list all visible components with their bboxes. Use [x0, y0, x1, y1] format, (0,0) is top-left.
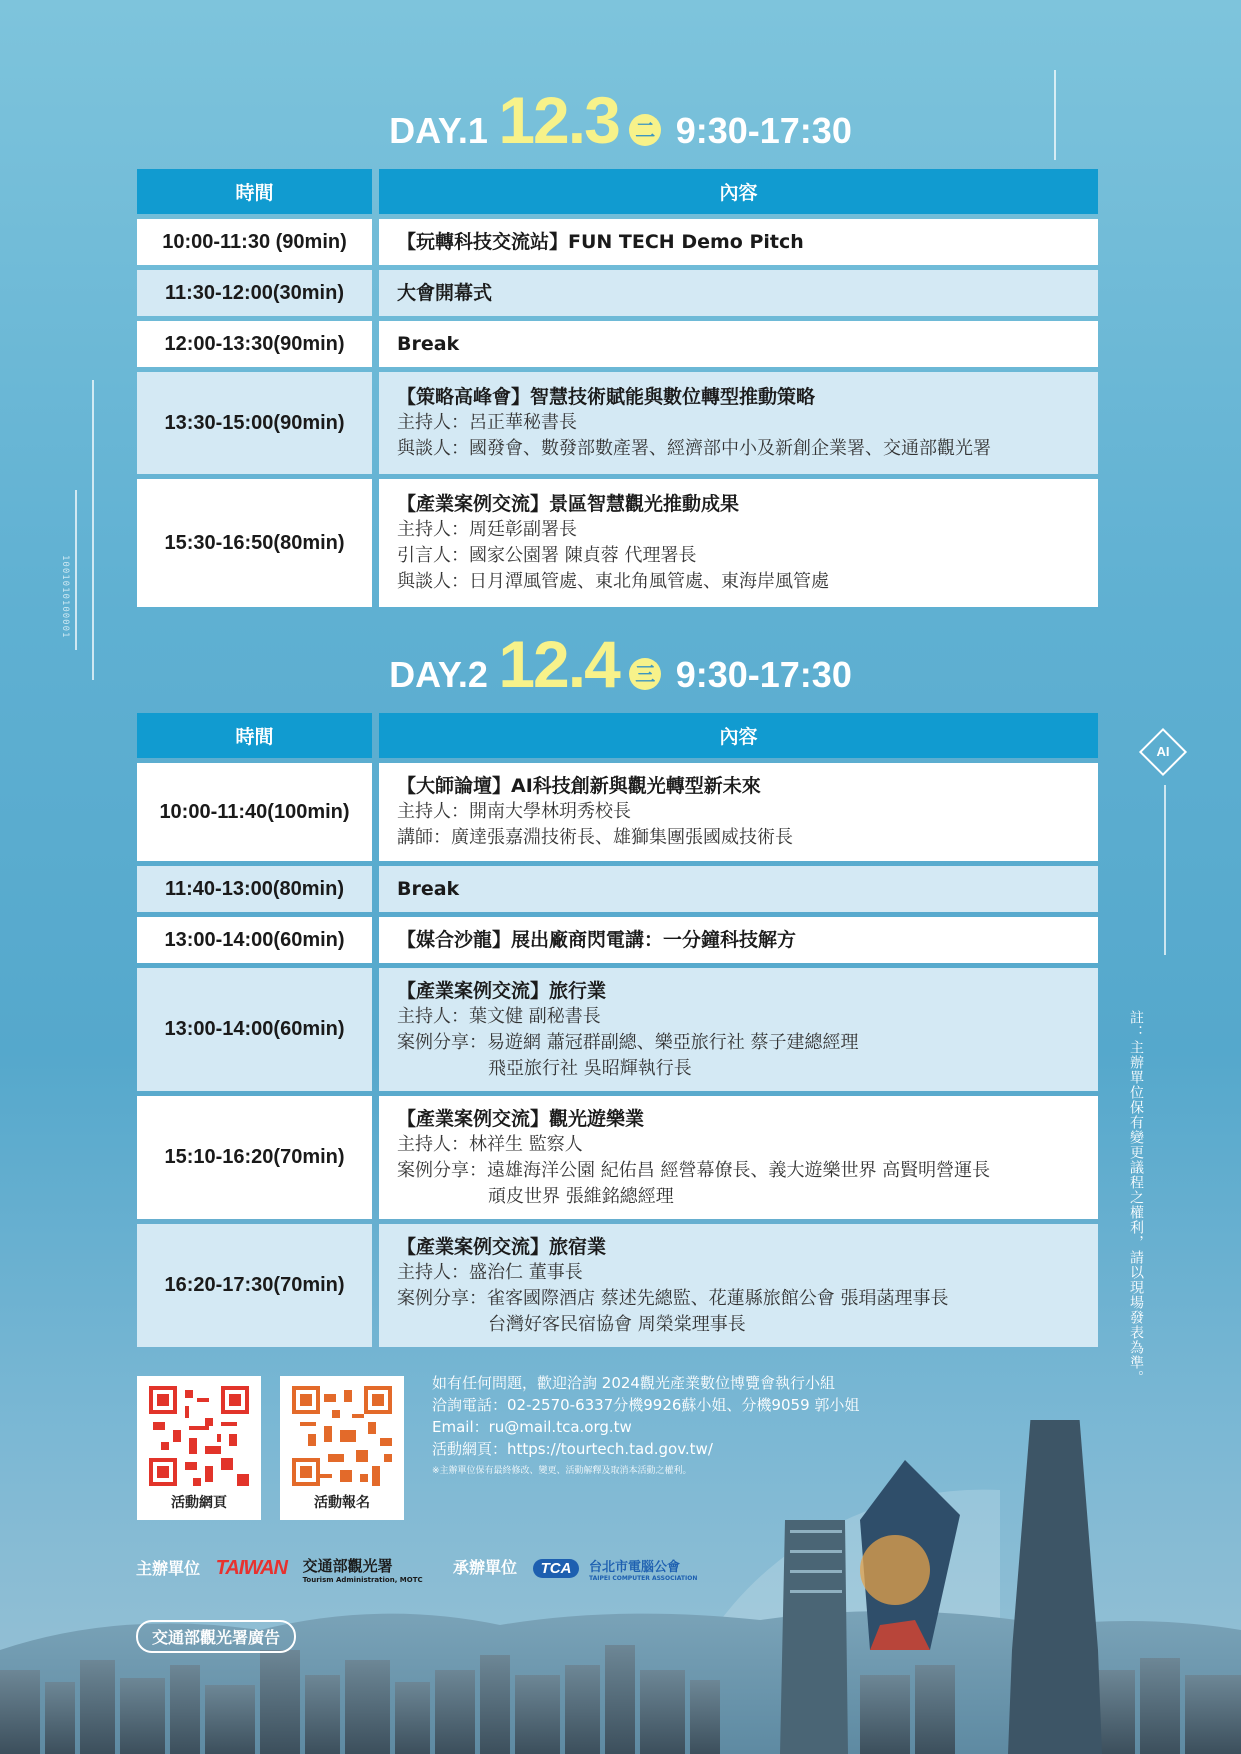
day2-weekday: 三 — [629, 658, 661, 690]
day1-weekday: 二 — [629, 114, 661, 146]
contact-email[interactable]: Email：ru@mail.tca.org.tw — [432, 1418, 632, 1436]
row-line: 飛亞旅行社 吳昭輝執行長 — [488, 1057, 692, 1079]
row-content — [379, 1096, 1098, 1219]
day2-heading — [0, 626, 1241, 702]
row-time: 13:00-14:00(60min) — [137, 917, 372, 963]
row-title: 【產業案例交流】觀光遊樂業 — [397, 1107, 645, 1130]
row-time: 13:00-14:00(60min) — [137, 968, 372, 1091]
table-row — [137, 1224, 1098, 1347]
tourism-ad-badge: 交通部觀光署廣告 — [136, 1620, 296, 1653]
row-line: 引言人：國家公園署 陳貞蓉 代理署長 — [397, 545, 697, 566]
row-line: 主持人：周廷彰副署長 — [397, 519, 577, 540]
table-row — [137, 866, 1098, 912]
contact-note: ※主辦單位保有最終修改、變更、活動解釋及取消本活動之權利。 — [432, 1466, 692, 1476]
taipei-skyline-illustration — [0, 1420, 1241, 1754]
row-line: 與談人：國發會、數發部數產署、經濟部中小及新創企業署、交通部觀光署 — [397, 438, 991, 459]
row-content — [379, 372, 1098, 474]
qr-label: 活動報名 — [314, 1495, 370, 1511]
table-row — [137, 479, 1098, 607]
row-title: 【玩轉科技交流站】FUN TECH Demo Pitch — [397, 231, 804, 253]
ai-badge-label: AI — [1156, 744, 1170, 759]
row-time: 15:30-16:50(80min) — [137, 479, 372, 607]
row-title: 大會開幕式 — [397, 282, 493, 304]
table-row — [137, 763, 1098, 861]
day2-date: 12.4 — [498, 627, 619, 701]
row-line: 案例分享：易遊網 蕭冠群副總、樂亞旅行社 蔡子建總經理 — [397, 1031, 859, 1053]
tca-logo-en: TAIPEI COMPUTER ASSOCIATION — [589, 1574, 698, 1582]
host-label: 主辦單位 — [136, 1559, 201, 1578]
moc-logo-name: 交通部觀光署 — [302, 1557, 393, 1575]
decor-line — [1164, 785, 1166, 955]
row-time: 11:30-12:00(30min) — [137, 270, 372, 316]
taiwan-logo: TAIWAN — [215, 1557, 287, 1579]
qr-label: 活動網頁 — [171, 1495, 227, 1511]
row-title: 【策略高峰會】智慧技術賦能與數位轉型推動策略 — [397, 386, 816, 408]
row-line: 主持人：呂正華秘書長 — [397, 412, 577, 433]
tca-logo-name: 台北市電腦公會 — [589, 1559, 681, 1575]
row-title: 【產業案例交流】景區智慧觀光推動成果 — [397, 493, 740, 515]
row-content — [379, 968, 1098, 1091]
table-header-row — [137, 169, 1098, 214]
row-title: 【產業案例交流】旅行業 — [397, 979, 607, 1002]
row-content — [379, 917, 1098, 963]
row-line: 主持人：盛治仁 董事長 — [397, 1261, 583, 1283]
row-content — [379, 479, 1098, 607]
row-line: 講師：廣達張嘉淵技術長、雄獅集團張國威技術長 — [397, 827, 793, 848]
row-title: 【產業案例交流】旅宿業 — [397, 1235, 607, 1258]
side-note: 註：主辦單位保有變更議程之權利，請以現場發表為準。 — [1128, 1010, 1144, 1385]
row-line: 案例分享：遠雄海洋公園 紀佑昌 經營幕僚長、義大遊樂世界 高賢明營運長 — [397, 1159, 991, 1181]
tca-logo: TCA — [533, 1559, 580, 1578]
header-time: 時間 — [137, 713, 372, 758]
row-content — [379, 270, 1098, 316]
table-row — [137, 321, 1098, 367]
row-line: 台灣好客民宿協會 周榮棠理事長 — [488, 1313, 746, 1335]
binary-decoration: 1001010100001 — [60, 555, 70, 639]
table-row — [137, 270, 1098, 316]
table-row — [137, 1096, 1098, 1219]
row-time: 11:40-13:00(80min) — [137, 866, 372, 912]
day1-date: 12.3 — [498, 83, 619, 157]
contact-intro: 如有任何問題，歡迎洽詢 2024觀光產業數位博覽會執行小組 — [432, 1374, 835, 1392]
row-title: 【大師論壇】AI科技創新與觀光轉型新未來 — [397, 775, 761, 797]
day1-schedule-table — [137, 169, 1098, 612]
row-line: 案例分享：雀客國際酒店 蔡述先總監、花蓮縣旅館公會 張琄菡理事長 — [397, 1287, 949, 1309]
header-content: 內容 — [379, 169, 1098, 214]
day1-label: DAY.1 — [389, 110, 488, 151]
day1-time: 9:30-17:30 — [675, 110, 852, 151]
day2-label: DAY.2 — [389, 654, 488, 695]
table-row — [137, 372, 1098, 474]
co-label: 承辦單位 — [453, 1558, 518, 1577]
day1-heading — [0, 82, 1241, 158]
row-content — [379, 1224, 1098, 1347]
row-time: 10:00-11:40(100min) — [137, 763, 372, 861]
moc-logo-en: Tourism Administration, MOTC — [302, 1576, 423, 1584]
row-content — [379, 321, 1098, 367]
table-header-row — [137, 713, 1098, 758]
row-time: 16:20-17:30(70min) — [137, 1224, 372, 1347]
table-row — [137, 219, 1098, 265]
row-time: 10:00-11:30 (90min) — [137, 219, 372, 265]
row-line: 頑皮世界 張維銘總經理 — [488, 1185, 674, 1207]
row-time: 15:10-16:20(70min) — [137, 1096, 372, 1219]
table-row — [137, 968, 1098, 1091]
row-line: 與談人：日月潭風管處、東北角風管處、東海岸風管處 — [397, 571, 829, 592]
contact-phone: 洽詢電話：02-2570-6337分機9926蘇小姐、分機9059 郭小姐 — [432, 1396, 860, 1414]
row-time: 13:30-15:00(90min) — [137, 372, 372, 474]
row-title: Break — [397, 333, 460, 355]
row-content — [379, 763, 1098, 861]
row-time: 12:00-13:30(90min) — [137, 321, 372, 367]
row-title: 【媒合沙龍】展出廠商閃電講：一分鐘科技解方 — [397, 929, 797, 951]
day2-time: 9:30-17:30 — [675, 654, 852, 695]
table-row — [137, 917, 1098, 963]
row-content — [379, 866, 1098, 912]
ai-badge — [1139, 728, 1187, 776]
row-content — [379, 219, 1098, 265]
header-time: 時間 — [137, 169, 372, 214]
row-line: 主持人：葉文健 副秘書長 — [397, 1005, 601, 1027]
day2-schedule-table — [137, 713, 1098, 1352]
contact-website[interactable]: 活動網頁：https://tourtech.tad.gov.tw/ — [432, 1440, 713, 1458]
row-line: 主持人：開南大學林玥秀校長 — [397, 801, 631, 822]
header-content: 內容 — [379, 713, 1098, 758]
row-line: 主持人：林祥生 監察人 — [397, 1133, 583, 1155]
row-title: Break — [397, 878, 460, 900]
